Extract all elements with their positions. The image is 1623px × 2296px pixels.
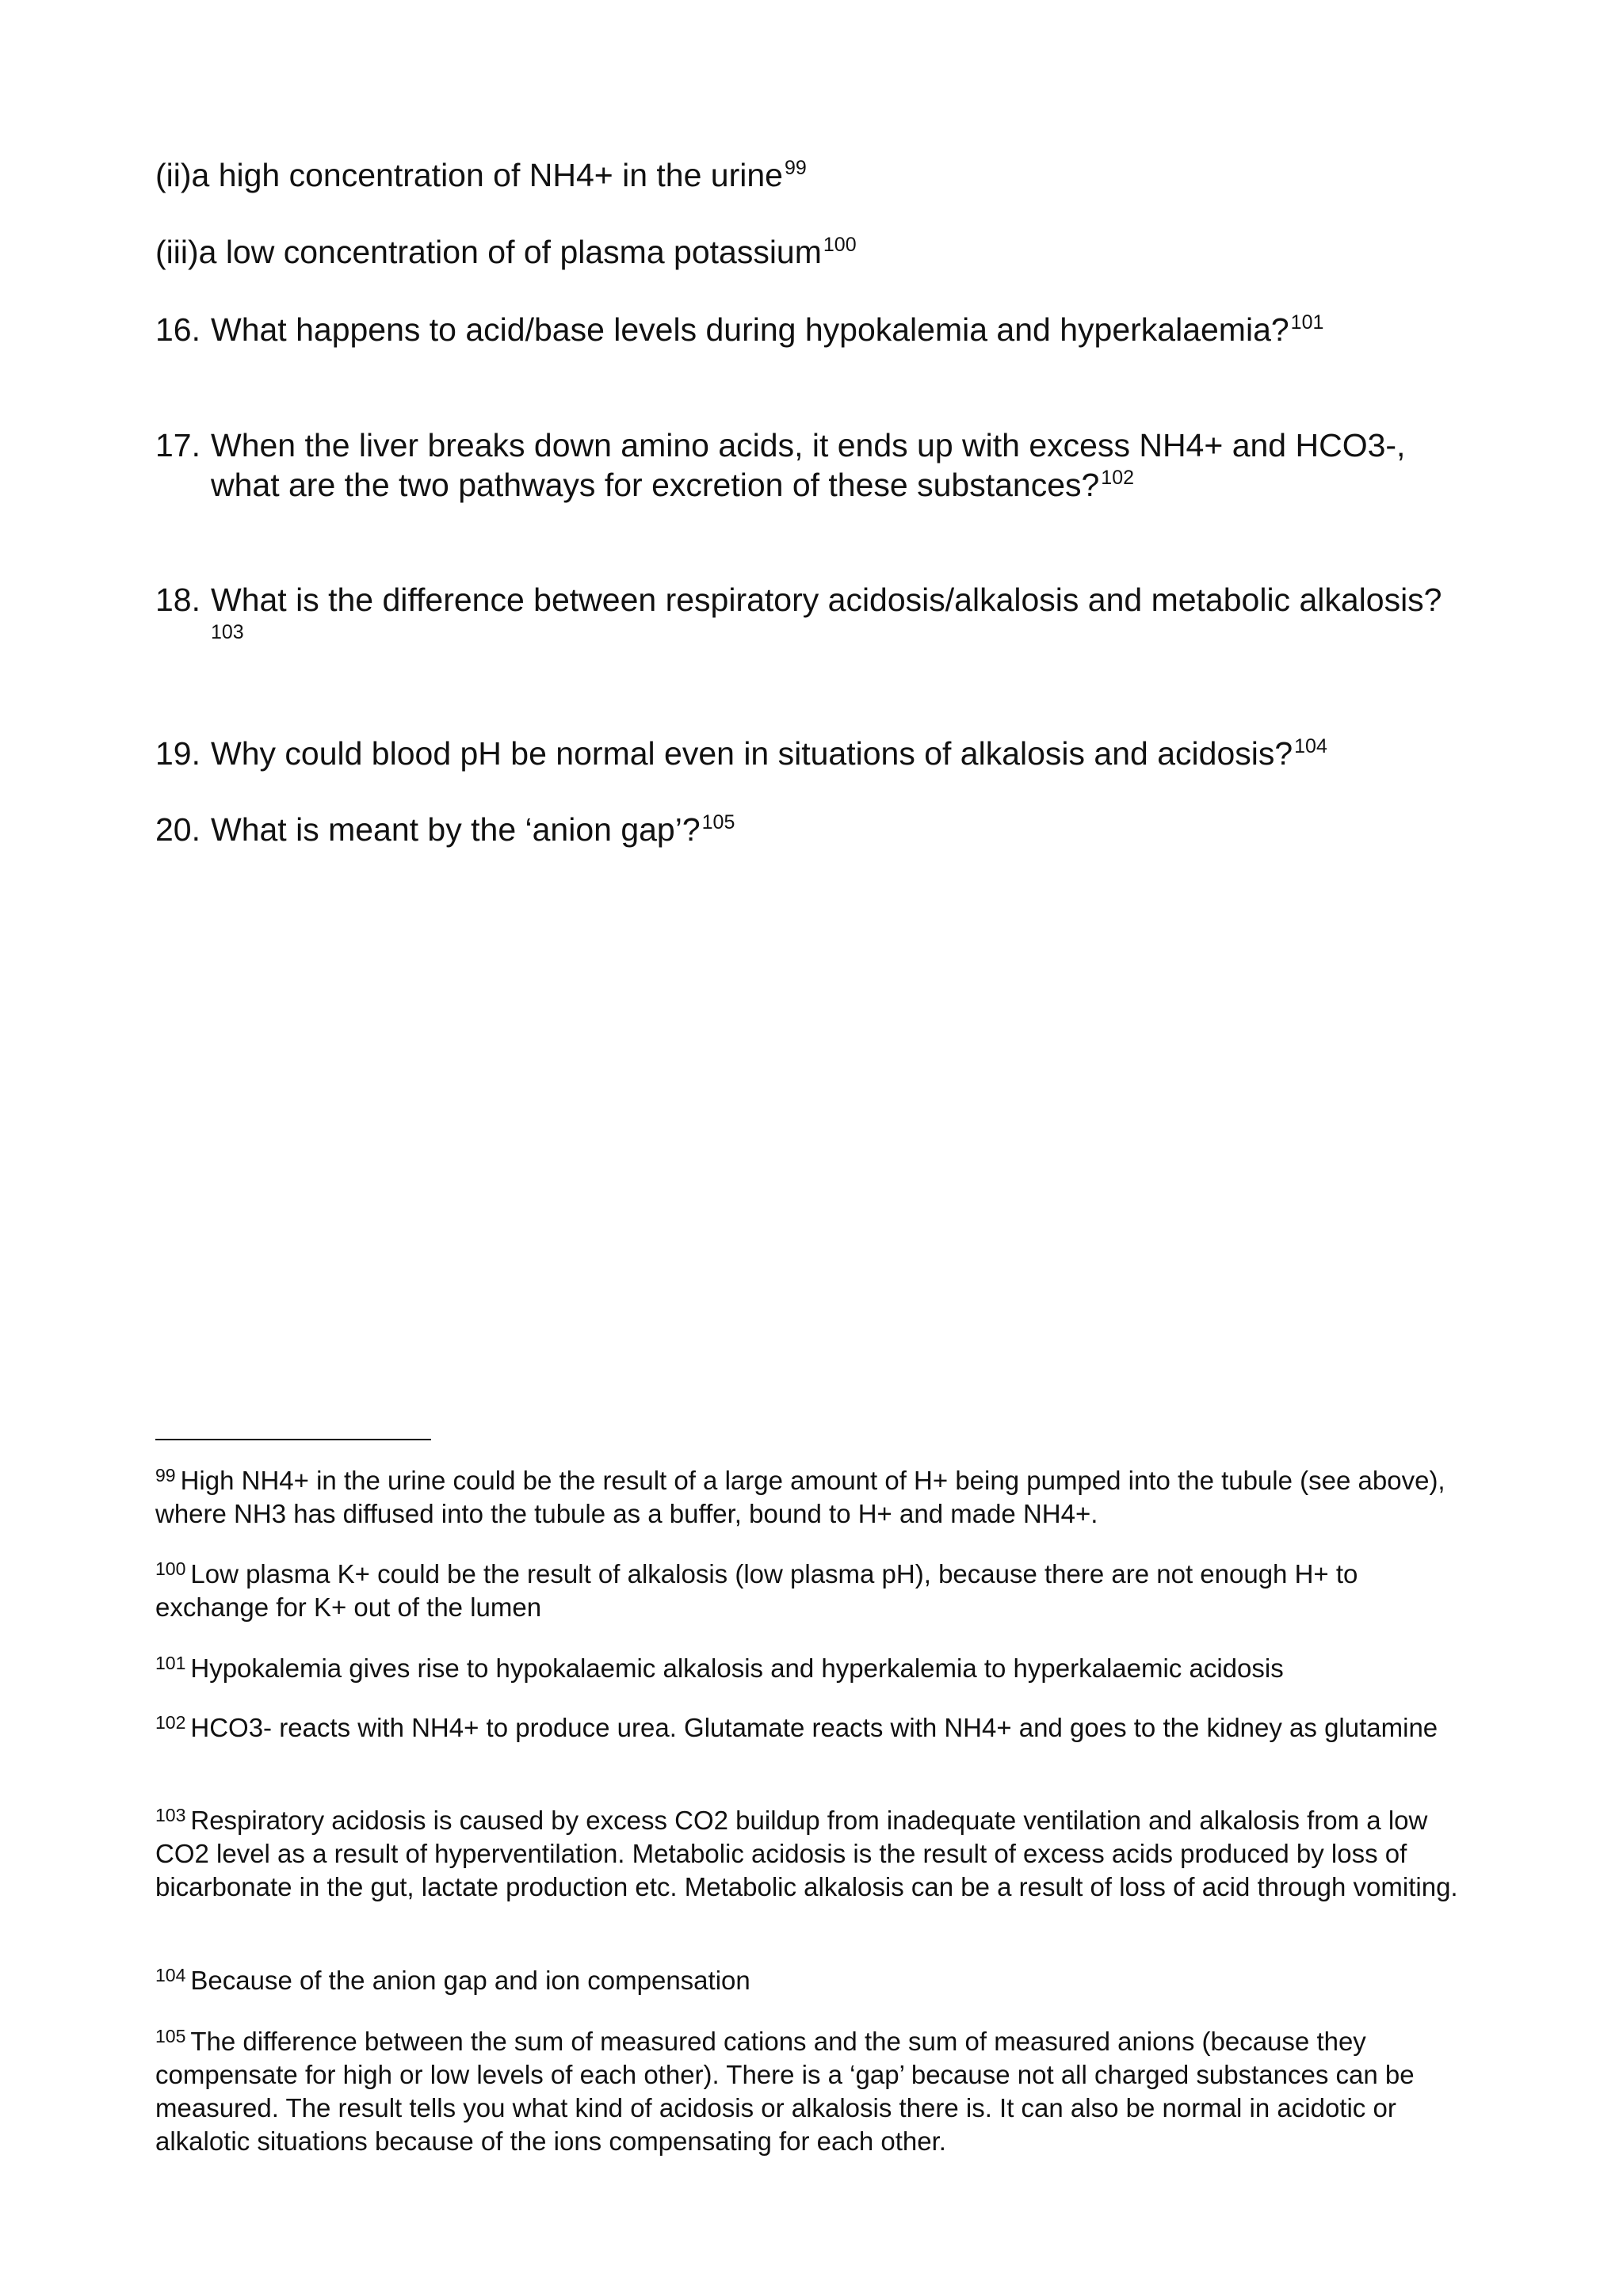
footnote-102-text: HCO3- reacts with NH4+ to produce urea. Glutamate reacts with NH4+ and goes to the kidney as glutamine bbox=[190, 1713, 1438, 1742]
question-20 bbox=[211, 810, 1495, 849]
footnote-ref-100[interactable]: 100 bbox=[823, 234, 857, 256]
question-ii bbox=[155, 155, 807, 195]
question-17-number: 17. bbox=[155, 427, 200, 463]
footnote-99-text: High NH4+ in the urine could be the result of a large amount of H+ being pumped into the tubule (see above), where NH3 has diffused into the tubule as a buffer, bound to H+ and made NH4+. bbox=[155, 1466, 1445, 1528]
footnote-104-number: 104 bbox=[155, 1965, 186, 1985]
question-20-number: 20. bbox=[155, 811, 200, 848]
footnote-100 bbox=[155, 1558, 1471, 1624]
question-17-line-1: When the liver breaks down amino acids, it ends up with excess NH4+ and HCO3-, bbox=[211, 427, 1406, 463]
footnote-ref-103[interactable]: 103 bbox=[211, 621, 244, 643]
footnote-100-text: Low plasma K+ could be the result of alkalosis (low plasma pH), because there are not enough H+ to exchange for K+ out of the lumen bbox=[155, 1559, 1358, 1622]
footnote-ref-99[interactable]: 99 bbox=[784, 157, 807, 179]
footnote-100-number: 100 bbox=[155, 1558, 186, 1579]
footnote-99 bbox=[155, 1464, 1471, 1531]
footnote-101-number: 101 bbox=[155, 1653, 186, 1673]
footnote-105 bbox=[155, 2025, 1471, 2158]
footnote-ref-104[interactable]: 104 bbox=[1294, 735, 1327, 757]
question-iii-text: (iii)a low concentration of of plasma potassium bbox=[155, 234, 822, 270]
footnote-separator bbox=[155, 1439, 431, 1440]
footnote-104-text: Because of the anion gap and ion compensation bbox=[190, 1966, 750, 1995]
footnote-103 bbox=[155, 1804, 1471, 1904]
question-18-number: 18. bbox=[155, 582, 200, 618]
question-19-number: 19. bbox=[155, 735, 200, 772]
footnote-ref-101[interactable]: 101 bbox=[1290, 311, 1324, 334]
question-16-text: What happens to acid/base levels during hypokalemia and hyperkalaemia? bbox=[211, 311, 1289, 348]
question-16 bbox=[211, 310, 1495, 349]
footnote-104 bbox=[155, 1964, 1471, 1997]
question-19 bbox=[211, 734, 1495, 773]
question-20-text: What is meant by the ‘anion gap’? bbox=[211, 811, 701, 848]
footnote-105-number: 105 bbox=[155, 2026, 186, 2046]
footnote-103-text: Respiratory acidosis is caused by excess CO2 buildup from inadequate ventilation and alkalosis from a low CO2 level as a result of hyperventilation. Metabolic acidosis is the result of excess acids produced by loss of bicarbonate in the gut, lactate production etc. Metabolic alkalosis can be a result of loss of acid through vomiting. bbox=[155, 1806, 1458, 1901]
footnote-105-text: The difference between the sum of measured cations and the sum of measured anions (because they compensate for high or low levels of each other). There is a ‘gap’ because not all charged substances can be measured. The result tells you what kind of acidosis or alkalosis there is. It can also be normal in acidotic or alkalotic situations because of the ions compensating for each other. bbox=[155, 2027, 1415, 2156]
footnote-ref-102[interactable]: 102 bbox=[1101, 467, 1135, 489]
question-18 bbox=[211, 580, 1495, 620]
question-19-text: Why could blood pH be normal even in situations of alkalosis and acidosis? bbox=[211, 735, 1293, 772]
footnote-102-number: 102 bbox=[155, 1712, 186, 1733]
question-18-text: What is the difference between respiratory acidosis/alkalosis and metabolic alkalosis? bbox=[211, 582, 1442, 618]
footnote-102 bbox=[155, 1711, 1471, 1745]
question-iii bbox=[155, 232, 857, 272]
question-16-number: 16. bbox=[155, 311, 200, 348]
footnote-99-number: 99 bbox=[155, 1465, 176, 1486]
footnote-101 bbox=[155, 1652, 1471, 1685]
question-17 bbox=[211, 425, 1495, 505]
footnote-101-text: Hypokalemia gives rise to hypokalaemic alkalosis and hyperkalemia to hyperkalaemic acidosis bbox=[190, 1653, 1284, 1683]
question-ii-text: (ii)a high concentration of NH4+ in the urine bbox=[155, 157, 783, 193]
footnote-103-number: 103 bbox=[155, 1805, 186, 1825]
question-17-line-2: what are the two pathways for excretion of these substances? bbox=[211, 467, 1100, 503]
footnote-ref-105[interactable]: 105 bbox=[701, 811, 735, 833]
